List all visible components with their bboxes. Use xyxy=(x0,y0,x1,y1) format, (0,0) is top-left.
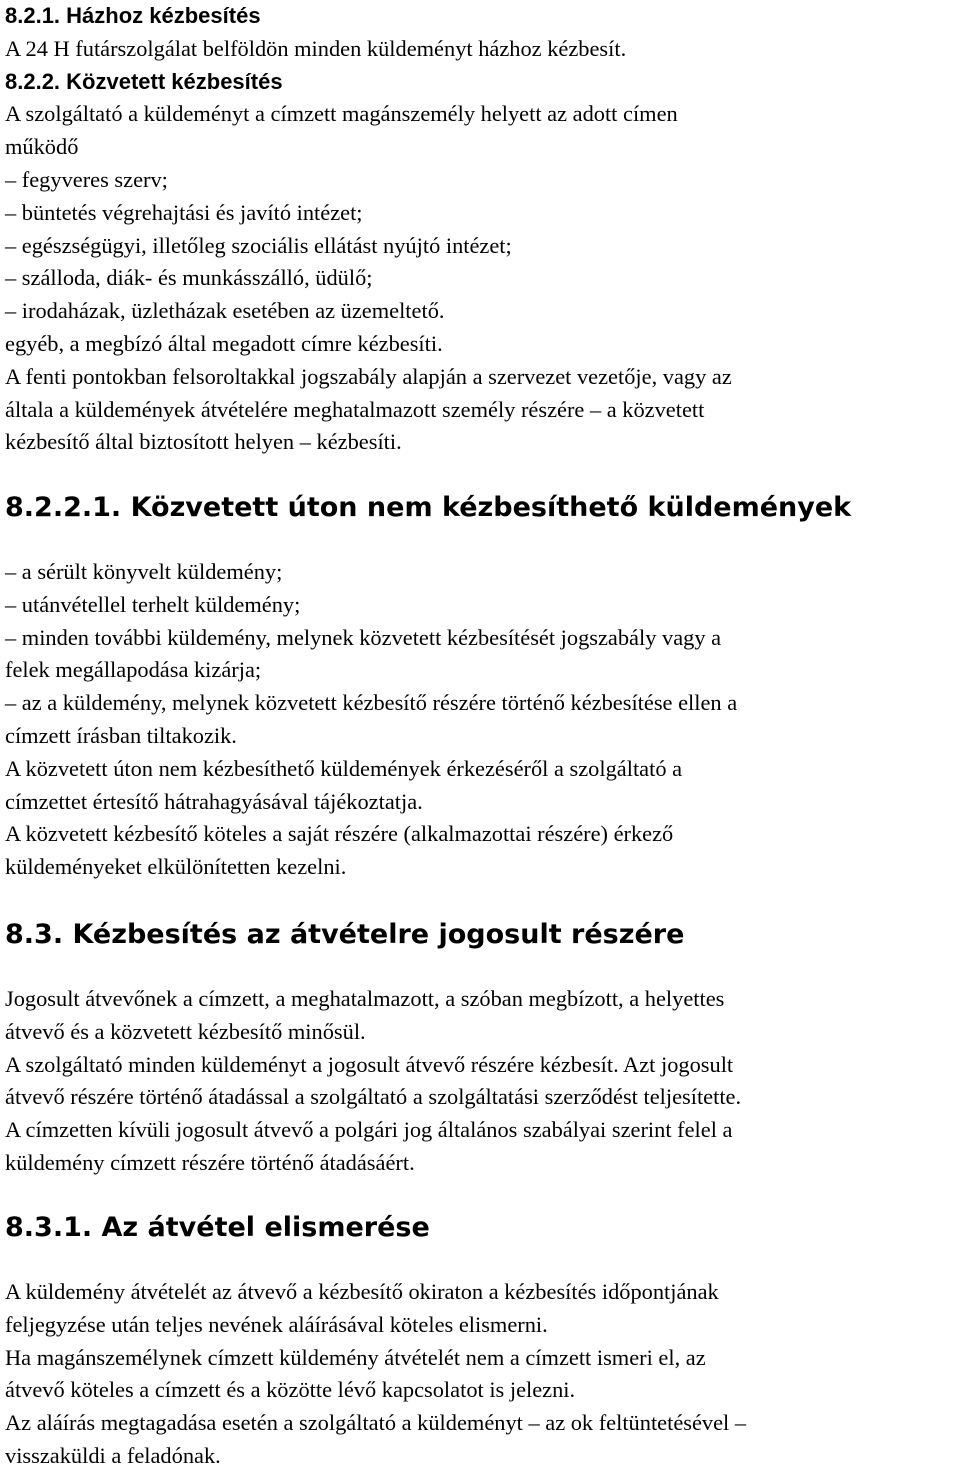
list-item: – irodaházak, üzletházak esetében az üzemeltető. xyxy=(5,298,445,324)
list-item: – minden további küldemény, melynek közvetett kézbesítését jogszabály vagy a xyxy=(5,624,722,650)
paragraph-line: A fenti pontokban felsoroltakkal jogszabály alapján a szervezet vezetője, vagy az xyxy=(5,363,732,389)
section-heading: 8.3.1. Az átvétel elismerése xyxy=(5,1212,430,1243)
paragraph-line: Az aláírás megtagadása esetén a szolgáltató a küldeményt – az ok feltüntetésével – xyxy=(5,1410,747,1436)
paragraph-line: visszaküldi a feladónak. xyxy=(5,1442,221,1468)
section-8-3-1 xyxy=(5,1210,430,1246)
paragraph-line: küldemény címzett részére történő átadásáért. xyxy=(5,1149,415,1175)
list-item: – büntetés végrehajtási és javító intézet; xyxy=(5,199,363,225)
list-item: – a sérült könyvelt küldemény; xyxy=(5,559,283,584)
section-8-3-1-body xyxy=(5,1276,746,1473)
list-item: – utánvétellel terhelt küldemény; xyxy=(5,591,301,617)
section-heading: 8.2.2.1. Közvetett úton nem kézbesíthető küldemények xyxy=(5,492,852,523)
paragraph-line: egyéb, a megbízó által megadott címre kézbesíti. xyxy=(5,330,443,356)
paragraph-line: feljegyzése után teljes nevének aláírásával köteles elismerni. xyxy=(5,1311,548,1337)
paragraph-line: A szolgáltató minden küldeményt a jogosult átvevő részére kézbesít. Azt jogosult xyxy=(5,1051,734,1077)
section-8-2-2 xyxy=(5,66,732,460)
list-item: – az a küldemény, melynek közvetett kézbesítő részére történő kézbesítése ellen a xyxy=(5,690,738,716)
paragraph-line: működő xyxy=(5,134,79,160)
list-item: – szálloda, diák- és munkásszálló, üdülő; xyxy=(5,265,373,291)
section-8-3 xyxy=(5,917,684,953)
paragraph-line: A közvetett kézbesítő köteles a saját részére (alkalmazottai részére) érkező xyxy=(5,821,674,847)
paragraph-line: átvevő és a közvetett kézbesítő minősül. xyxy=(5,1018,366,1044)
paragraph-line: A 24 H futárszolgálat belföldön minden küldeményt házhoz kézbesít. xyxy=(5,35,627,61)
section-8-3-body xyxy=(5,983,741,1180)
section-heading: 8.2.2. Közvetett kézbesítés xyxy=(5,68,283,94)
section-heading: 8.2.1. Házhoz kézbesítés xyxy=(5,3,261,28)
list-item: – fegyveres szerv; xyxy=(5,166,168,192)
list-item: felek megállapodása kizárja; xyxy=(5,657,262,683)
paragraph-line: A címzetten kívüli jogosult átvevő a polgári jog általános szabályai szerint felel a xyxy=(5,1117,733,1143)
paragraph-line: Jogosult átvevőnek a címzett, a meghatalmazott, a szóban megbízott, a helyettes xyxy=(5,986,725,1011)
paragraph-line: A küldemény átvételét az átvevő a kézbesítő okiraton a kézbesítés időpontjának xyxy=(5,1279,719,1304)
paragraph-line: küldeményeket elkülönítetten kezelni. xyxy=(5,854,347,880)
paragraph-line: A közvetett úton nem kézbesíthető küldemények érkezéséről a szolgáltató a xyxy=(5,755,683,781)
paragraph-line: Ha magánszemélynek címzett küldemény átvételét nem a címzett ismeri el, az xyxy=(5,1344,706,1370)
paragraph-line: címzettet értesítő hátrahagyásával tájékoztatja. xyxy=(5,788,423,814)
section-8-2-2-1-body xyxy=(5,556,737,884)
section-8-2-2-1 xyxy=(5,490,851,526)
paragraph-line: átvevő részére történő átadással a szolgáltató a szolgáltatási szerződést teljesítette. xyxy=(5,1084,742,1110)
paragraph-line: kézbesítő által biztosított helyen – kézbesíti. xyxy=(5,429,402,455)
section-8-2-1 xyxy=(5,0,626,66)
paragraph-line: általa a küldemények átvételére meghatalmazott személy részére – a közvetett xyxy=(5,396,705,422)
list-item: – egészségügyi, illetőleg szociális ellátást nyújtó intézet; xyxy=(5,232,512,258)
section-heading: 8.3. Kézbesítés az átvételre jogosult részére xyxy=(5,919,685,950)
paragraph-line: A szolgáltató a küldeményt a címzett magánszemély helyett az adott címen xyxy=(5,101,678,127)
paragraph-line: átvevő köteles a címzett és a közötte lévő kapcsolatot is jelezni. xyxy=(5,1377,576,1403)
list-item: címzett írásban tiltakozik. xyxy=(5,722,237,748)
